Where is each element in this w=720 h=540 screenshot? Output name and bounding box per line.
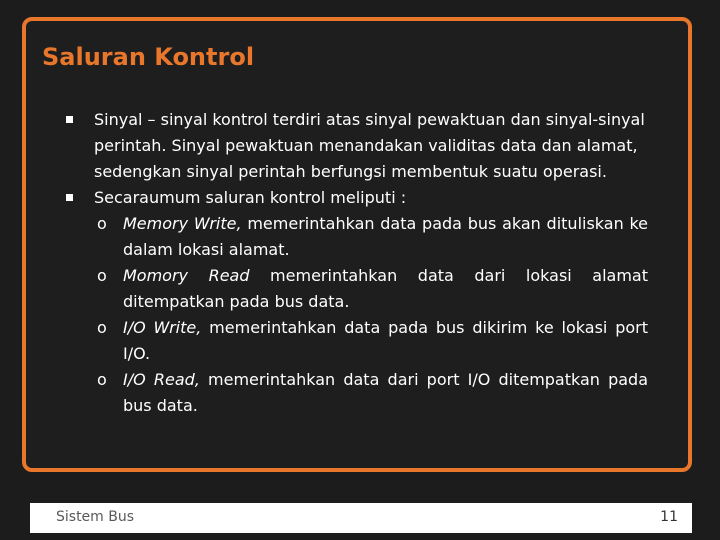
sub-list-item: [66, 263, 648, 315]
circle-bullet-icon: o: [97, 370, 107, 389]
sub-item-text: memerintahkan data dari port I/O ditempatkan pada bus data.: [123, 370, 649, 415]
footer-bar: [30, 503, 692, 533]
circle-bullet-icon: o: [97, 214, 107, 233]
circle-bullet-icon: o: [97, 318, 107, 337]
footer-title: Sistem Bus: [56, 509, 135, 525]
sub-item-term: I/O Write,: [123, 318, 202, 337]
sub-list-item: [66, 315, 648, 367]
sub-list-item: [66, 211, 648, 263]
bullet-text: Sinyal – sinyal kontrol terdiri atas sinyal pewaktuan dan sinyal-sinyal perintah. Sinyal pewaktuan menandakan validitas data dan alamat, sedengkan sinyal perintah berfungsi membentuk suatu operasi.: [94, 110, 645, 181]
bullet-item: [66, 107, 648, 185]
sub-item-text: memerintahkan data pada bus akan dituliskan ke dalam lokasi alamat.: [123, 214, 649, 259]
sub-item-text: memerintahkan data pada bus dikirim ke lokasi port I/O.: [123, 318, 648, 363]
circle-bullet-icon: o: [97, 266, 107, 285]
square-bullet-icon: [66, 116, 73, 123]
bullet-text: Secaraumum saluran kontrol meliputi :: [94, 188, 407, 207]
square-bullet-icon: [66, 194, 73, 201]
sub-item-term: I/O Read,: [123, 370, 200, 389]
slide-title: Saluran Kontrol: [42, 43, 255, 71]
slide-body: [66, 107, 648, 419]
sub-item-text: memerintahkan data dari lokasi alamat ditempatkan pada bus data.: [123, 266, 648, 311]
sub-item-term: Momory Read: [123, 266, 250, 285]
sub-item-term: Memory Write,: [123, 214, 242, 233]
bullet-item: [66, 185, 648, 211]
sub-list-item: [66, 367, 648, 419]
page-number: 11: [660, 509, 678, 525]
